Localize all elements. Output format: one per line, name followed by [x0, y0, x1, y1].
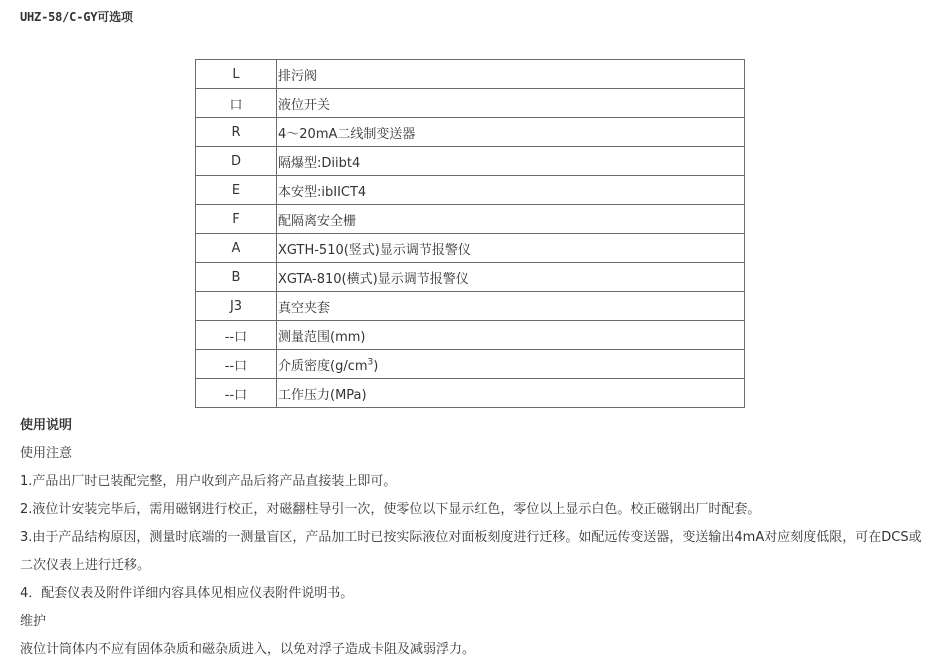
option-code: F	[196, 205, 277, 234]
density-label: 介质密度(g/cm	[278, 358, 368, 374]
option-description: XGTA-810(横式)显示调节报警仪	[277, 263, 745, 292]
table-row	[196, 321, 745, 350]
option-description: 液位开关	[277, 89, 745, 118]
table-row	[196, 379, 745, 408]
instruction-item: 1.产品出厂时已装配完整，用户收到产品后将产品直接装上即可。	[20, 474, 397, 489]
table-row	[196, 234, 745, 263]
page-heading: UHZ-58/C-GY可选项	[20, 10, 133, 24]
option-description: 隔爆型:Diibt4	[277, 147, 745, 176]
option-code: E	[196, 176, 277, 205]
option-code: D	[196, 147, 277, 176]
table-row	[196, 263, 745, 292]
option-code: B	[196, 263, 277, 292]
option-code: L	[196, 60, 277, 89]
option-description	[277, 350, 745, 379]
table-row	[196, 205, 745, 234]
table-row	[196, 118, 745, 147]
instruction-item: 3.由于产品结构原因，测量时底端的一测量盲区，产品加工时已按实际液位对面板刻度进行迁移。如配远传变送器，变送输出4mA对应刻度低限，可在DCS或二次仪表上进行迁移。	[20, 530, 922, 573]
option-description: 真空夹套	[277, 292, 745, 321]
option-code: 口	[196, 89, 277, 118]
table-row	[196, 176, 745, 205]
option-description: 测量范围(mm)	[277, 321, 745, 350]
option-code: --口	[196, 350, 277, 379]
density-label-end: )	[373, 358, 379, 374]
option-description: 4～20mA二线制变送器	[277, 118, 745, 147]
options-table	[195, 59, 745, 408]
maintenance-title: 维护	[20, 614, 47, 629]
option-code: J3	[196, 292, 277, 321]
option-code: --口	[196, 321, 277, 350]
density-exponent: 3	[367, 357, 374, 368]
option-code: R	[196, 118, 277, 147]
option-description: 配隔离安全栅	[277, 205, 745, 234]
instructions-section	[20, 412, 930, 664]
option-description: XGTH-510(竖式)显示调节报警仪	[277, 234, 745, 263]
instruction-item: 2.液位计安装完毕后，需用磁钢进行校正，对磁翻柱导引一次，使零位以下显示红色，零位以上显示白色。校正磁钢出厂时配套。	[20, 502, 761, 517]
option-code: A	[196, 234, 277, 263]
option-description: 排污阀	[277, 60, 745, 89]
table-row	[196, 147, 745, 176]
option-code: --口	[196, 379, 277, 408]
instructions-title: 使用说明	[20, 418, 73, 433]
maintenance-text: 液位计筒体内不应有固体杂质和磁杂质进入，以免对浮子造成卡阻及减弱浮力。	[20, 642, 476, 657]
table-row	[196, 292, 745, 321]
instruction-item: 4．配套仪表及附件详细内容具体见相应仪表附件说明书。	[20, 586, 354, 601]
table-row	[196, 89, 745, 118]
table-row	[196, 60, 745, 89]
notice-title: 使用注意	[20, 446, 73, 461]
table-row	[196, 350, 745, 379]
option-description: 本安型:ibIICT4	[277, 176, 745, 205]
option-description: 工作压力(MPa)	[277, 379, 745, 408]
